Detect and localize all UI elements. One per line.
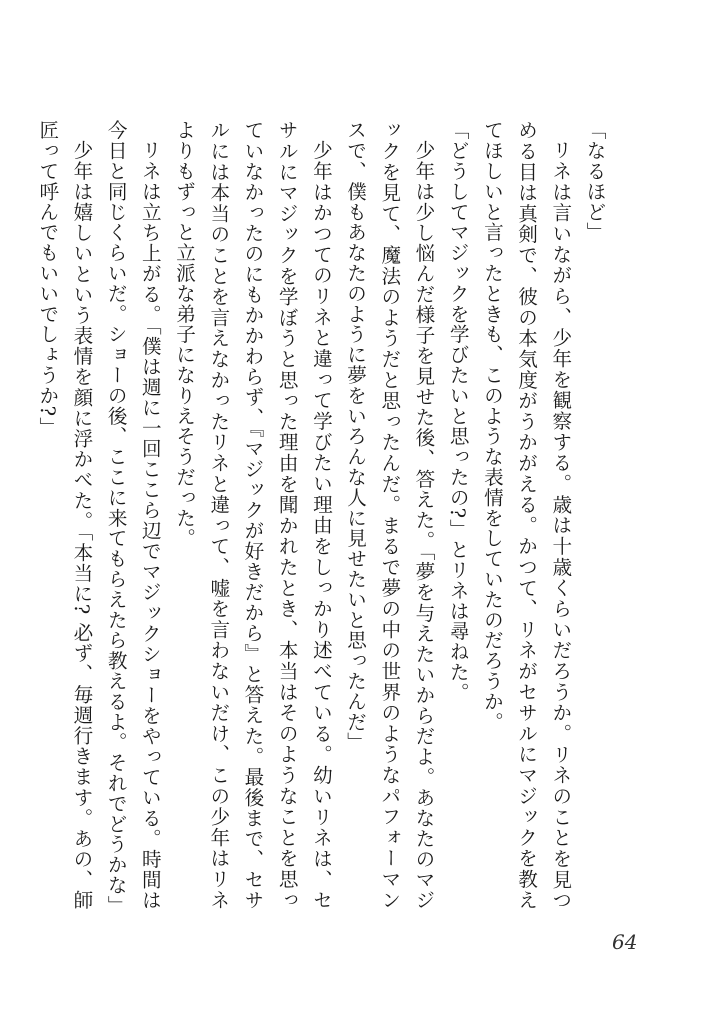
paragraph-2: 「どうしてマジックを学びたいと思ったの?」とリネは尋ねた。 bbox=[446, 120, 470, 703]
paragraph-3: 少年は少し悩んだ様子を見せた後、答えた。「夢を与えたいからだよ。あなたのマジックを見て、魔法のようだと思ったんだ。まるで夢の中の世界のようなパフォーマンスで、僕もあなたのように夢をいろんな人に見せたいと思ったんだ」 bbox=[343, 120, 435, 910]
paragraph-4: 少年はかつてのリネと違って学びたい理由をしっかり述べている。幼いリネは、セサルにマジックを学ぼうと思った理由を聞かれたとき、本当はそのようなことを思っていなかったのにもかかわらず、『マジックが好きだから』と答えた。最後まで、セサルには本当のことを言えなかったリネと違って、嘘を言わないだけ、この少年はリネよりもずっと立派な弟子になりえそうだった。 bbox=[172, 120, 333, 910]
vertical-text-block bbox=[35, 120, 611, 916]
page-number: 64 bbox=[612, 930, 638, 954]
paragraph-5: リネは立ち上がる。「僕は週に一回ここら辺でマジックショーをやっている。時間は今日と同じくらいだ。ショーの後、ここに来てもらえたら教えるよ。それでどうかな」 bbox=[104, 120, 162, 916]
paragraph-6: 少年は嬉しいという表情を顔に浮かべた。「本当に? 必ず、毎週行きます。あの、師匠って呼んでもいいでしょうか?」 bbox=[35, 120, 93, 910]
paragraph-1: リネは言いながら、少年を観察する。歳は十歳くらいだろうか。リネのことを見つめる目は真剣で、彼の本気度がうかがえる。かつて、リネがセサルにマジックを教えてほしいと言ったときも、このような表情をしていたのだろうか。 bbox=[480, 120, 572, 910]
paragraph-opening: 「なるほど」 bbox=[583, 120, 606, 243]
